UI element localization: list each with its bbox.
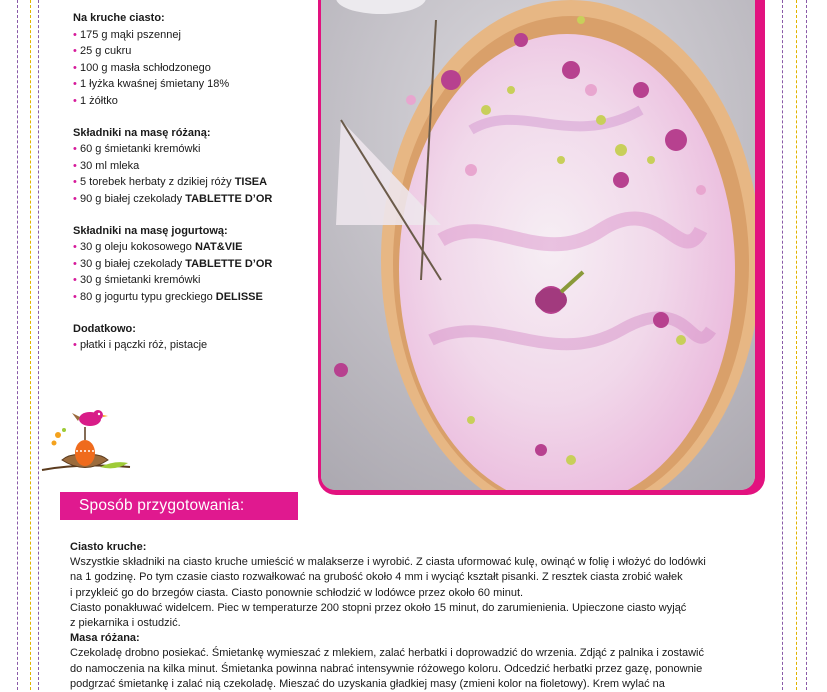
border-dashed-line <box>782 0 783 690</box>
ingredient-item: • 175 g mąki pszennej <box>73 27 313 44</box>
ingredient-item: • 25 g cukru <box>73 43 313 60</box>
method-section <box>70 631 770 692</box>
ingredient-group <box>73 125 313 208</box>
ingredient-group-title: Składniki na masę różaną: <box>73 126 211 139</box>
border-dashed-line <box>17 0 18 690</box>
border-dashed-line <box>38 0 39 690</box>
photo-frame <box>318 0 765 495</box>
method-section-title: Masa różana: <box>70 632 140 645</box>
method-section-title: Ciasto kruche: <box>70 541 147 553</box>
tart-photo <box>321 0 755 490</box>
ingredient-item: • 1 łyżka kwaśnej śmietany 18% <box>73 76 313 93</box>
ingredient-item: • 90 g białej czekolady TABLETTE D’OR <box>73 191 313 208</box>
tart-illustration <box>321 0 755 490</box>
ingredient-group <box>73 10 313 110</box>
ingredient-item: • 30 g białej czekolady TABLETTE D’OR <box>73 256 313 273</box>
method-line: do namoczenia na kilka minut. Śmietanka powinna nabrać intensywnie różowego koloru. Odcedzić herbatki przez gazę, ponownie <box>70 662 703 675</box>
ingredient-item: • 5 torebek herbaty z dzikiej róży TISEA <box>73 174 313 191</box>
method-line: i przykleić go do brzegów ciasta. Ciasto ponownie schłodzić w lodówce przez około 60 minut. <box>70 586 524 599</box>
ingredient-item: • 100 g masła schłodzonego <box>73 60 313 77</box>
ingredient-group-title: Składniki na masę jogurtową: <box>73 224 228 237</box>
ingredient-group-title: Na kruche ciasto: <box>73 12 165 24</box>
method-line: na 1 godzinę. Po tym czasie ciasto rozwałkować na grubość około 4 mm i wyciąć kształt pisanki. Z resztek ciasta zrobić wałek <box>70 571 683 584</box>
ingredient-item: • płatki i pączki róż, pistacje <box>73 337 313 354</box>
border-dashed-line <box>30 0 31 690</box>
ingredients-list <box>73 10 313 369</box>
ingredient-group-title: Dodatkowo: <box>73 322 136 335</box>
border-dashed-line <box>806 0 807 690</box>
border-dashed-line <box>796 0 797 690</box>
method-line: z piekarnika i ostudzić. <box>70 617 181 630</box>
method-line: Czekoladę drobno posiekać. Śmietankę wymieszać z mlekiem, zalać herbatki i doprowadzić do wrzenia. Zdjąć z palnika i zostawić <box>70 647 705 660</box>
method-header: Sposób przygotowania: <box>60 492 298 520</box>
method-line: Ciasto ponakłuwać widelcem. Piec w temperaturze 200 stopni przez około 15 minut, do zarumienienia. Upieczone ciasto wyjąć <box>70 601 687 614</box>
bird-on-nest-illustration <box>40 405 135 485</box>
ingredient-group <box>73 321 313 354</box>
ingredient-item: • 30 g śmietanki kremówki <box>73 272 313 289</box>
ingredient-item: • 30 g oleju kokosowego NAT&VIE <box>73 239 313 256</box>
method-line: podgrzać śmietankę i zalać nią czekoladę. Mieszać do uzyskania gładkiej masy (zmieni kolor na fioletowy). Krem wylać na <box>70 677 665 690</box>
ingredient-item: • 30 ml mleka <box>73 158 313 175</box>
ingredient-group <box>73 223 313 306</box>
method-section <box>70 540 770 631</box>
method-text <box>70 540 770 692</box>
ingredient-item: • 60 g śmietanki kremówki <box>73 141 313 158</box>
ingredient-item: • 1 żółtko <box>73 93 313 110</box>
method-line: Wszystkie składniki na ciasto kruche umieścić w malakserze i wyrobić. Z ciasta uformować kulę, owinąć w folię i włożyć do lodówki <box>70 556 706 569</box>
ingredient-item: • 80 g jogurtu typu greckiego DELISSE <box>73 289 313 306</box>
